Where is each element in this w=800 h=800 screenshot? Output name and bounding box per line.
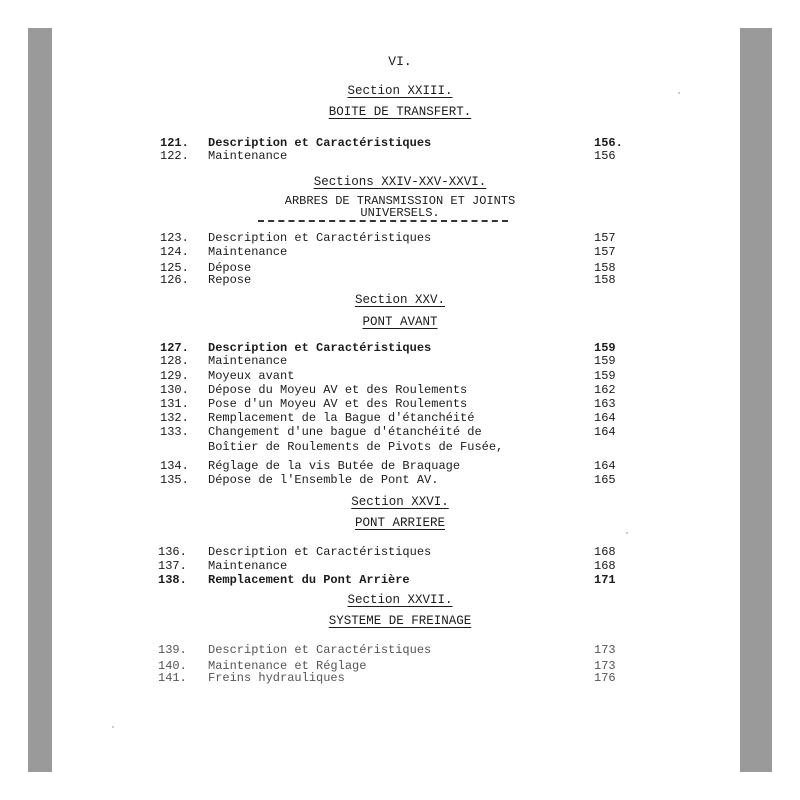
toc-entry-continuation [0, 440, 800, 454]
entry-title: Remplacement du Pont Arrière [208, 573, 410, 587]
entry-number: 125. [160, 261, 189, 275]
entry-number: 124. [160, 245, 189, 259]
entry-number: 139. [158, 643, 187, 657]
entry-number: 122. [160, 149, 189, 163]
entry-page: 159 [594, 369, 616, 383]
toc-entry [0, 273, 800, 287]
entry-title: Description et Caractéristiques [208, 231, 432, 245]
entry-title: Remplacement de la Bague d'étanchéité [208, 411, 475, 425]
toc-entry [0, 231, 800, 245]
toc-entry [0, 383, 800, 397]
toc-entry [0, 671, 800, 685]
toc-entry [0, 354, 800, 368]
entry-title: Freins hydrauliques [208, 671, 345, 685]
entry-page: 165 [594, 473, 616, 487]
entry-page: 156. [594, 136, 623, 150]
section-title: BOITE DE TRANSFERT. [328, 105, 472, 119]
entry-page: 171 [594, 573, 616, 587]
entry-number: 140. [158, 659, 187, 673]
toc-entry [0, 643, 800, 657]
entry-number: 131. [160, 397, 189, 411]
entry-page: 168 [594, 545, 616, 559]
entry-title: Maintenance [208, 245, 288, 259]
entry-number: 136. [158, 545, 187, 559]
entry-number: 126. [160, 273, 189, 287]
section-label: Section XXV. [354, 293, 445, 307]
toc-entry [0, 136, 800, 150]
entry-page: 158 [594, 273, 616, 287]
entry-number: 132. [160, 411, 189, 425]
entry-title: Dépose [208, 261, 252, 275]
entry-title: Description et Caractéristiques [208, 136, 432, 150]
entry-page: 162 [594, 383, 616, 397]
entry-number: 141. [158, 671, 187, 685]
dashed-rule [258, 220, 508, 222]
toc-entry [0, 411, 800, 425]
entry-number: 134. [160, 459, 189, 473]
toc-entry [0, 473, 800, 487]
entry-title: Repose [208, 273, 252, 287]
entry-title: Maintenance et Réglage [208, 659, 367, 673]
toc-entry [0, 573, 800, 587]
toc-entry [0, 245, 800, 259]
entry-page: 164 [594, 411, 616, 425]
entry-title: Maintenance [208, 149, 288, 163]
entry-page: 159 [594, 354, 616, 368]
entry-page: 173 [594, 659, 616, 673]
entry-page: 164 [594, 425, 616, 439]
section-title: PONT AVANT [362, 315, 438, 329]
toc-entry [0, 149, 800, 163]
entry-number: 127. [160, 341, 189, 355]
entry-page: 168 [594, 559, 616, 573]
entry-number: 128. [160, 354, 189, 368]
entry-title: Pose d'un Moyeu AV et des Roulements [208, 397, 468, 411]
entry-page: 158 [594, 261, 616, 275]
entry-number: 138. [158, 573, 187, 587]
toc-entry [0, 459, 800, 473]
entry-title: Description et Caractéristiques [208, 545, 432, 559]
entry-page: 156 [594, 149, 616, 163]
entry-page: 164 [594, 459, 616, 473]
entry-number: 137. [158, 559, 187, 573]
entry-number: 133. [160, 425, 189, 439]
entry-number: 121. [160, 136, 189, 150]
entry-page: 173 [594, 643, 616, 657]
toc-entry [0, 369, 800, 383]
entry-title: Dépose du Moyeu AV et des Roulements [208, 383, 468, 397]
section-label: Section XXIII. [347, 84, 453, 98]
entry-page: 176 [594, 671, 616, 685]
entry-title: Changement d'une bague d'étanchéité de [208, 425, 482, 439]
section-title: SYSTEME DE FREINAGE [328, 614, 472, 628]
toc-entry [0, 545, 800, 559]
entry-title: Moyeux avant [208, 369, 295, 383]
entry-page: 159 [594, 341, 616, 355]
toc-entry [0, 397, 800, 411]
entry-page: 157 [594, 245, 616, 259]
section-label: Section XXVII. [347, 593, 453, 607]
section-label: Sections XXIV-XXV-XXVI. [313, 175, 487, 189]
entry-title: Dépose de l'Ensemble de Pont AV. [208, 473, 439, 487]
entry-title: Maintenance [208, 354, 288, 368]
entry-number: 129. [160, 369, 189, 383]
section-title-line: ARBRES DE TRANSMISSION ET JOINTS [284, 194, 516, 208]
entry-number: 135. [160, 473, 189, 487]
page-number: VI. [388, 54, 412, 69]
paper-speck [112, 726, 114, 728]
toc-entry [0, 341, 800, 355]
section-title: PONT ARRIERE [354, 516, 445, 530]
entry-title: Description et Caractéristiques [208, 341, 432, 355]
entry-title-continuation: Boîtier de Roulements de Pivots de Fusée, [208, 440, 504, 454]
entry-number: 123. [160, 231, 189, 245]
entry-page: 157 [594, 231, 616, 245]
entry-number: 130. [160, 383, 189, 397]
entry-page: 163 [594, 397, 616, 411]
entry-title: Description et Caractéristiques [208, 643, 432, 657]
paper-speck [626, 532, 628, 534]
section-title-line: UNIVERSELS. [360, 206, 440, 220]
section-label: Section XXVI. [351, 495, 449, 509]
toc-entry [0, 425, 800, 439]
toc-entry [0, 559, 800, 573]
entry-title: Réglage de la vis Butée de Braquage [208, 459, 461, 473]
entry-title: Maintenance [208, 559, 288, 573]
